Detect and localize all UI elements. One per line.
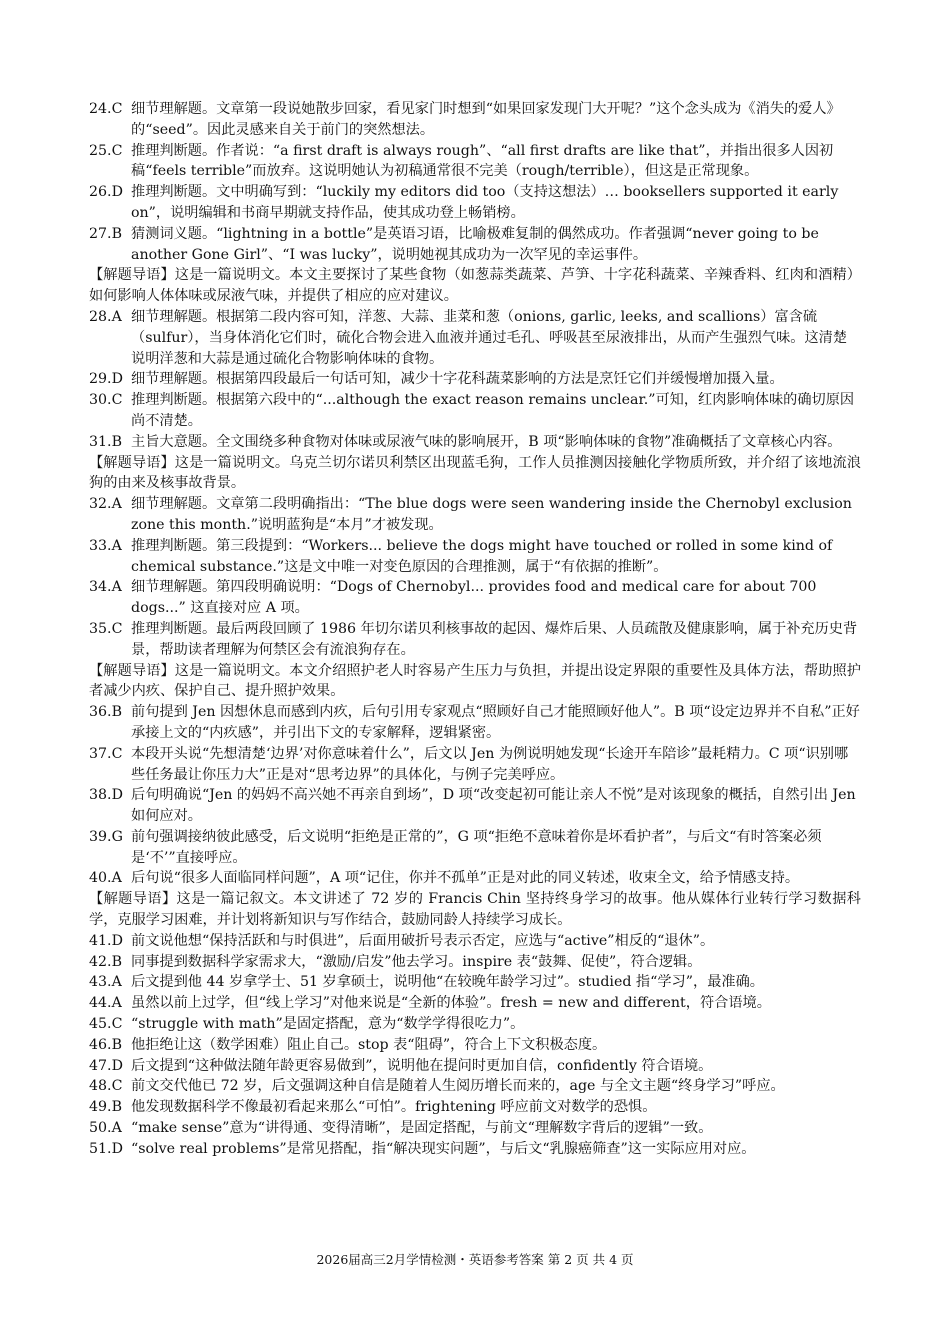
answer-number: 24.C: [89, 101, 123, 117]
answer-number: 26.D: [89, 184, 123, 201]
answer-number: 46.B: [89, 1036, 122, 1053]
answer-number: 44.A: [89, 995, 122, 1012]
answer-number: 27.B: [89, 225, 122, 242]
answer-number: 35.C: [89, 620, 123, 637]
answer-item: [89, 952, 861, 973]
answer-explanation: 细节理解题。文章第二段明确指出：“The blue dogs were seen wandering inside the Chernobyl exclusion zone this month.”说明蓝狗是“本月”才被发现。: [131, 496, 852, 533]
answer-explanation: 细节理解题。文章第一段说她散步回家，看见家门时想到“如果回家发现门大开呢？”这个念头成为《消失的爱人》的“seed”。因此灵感来自关于前门的突然想法。: [131, 101, 841, 138]
answer-number: 40.A: [89, 870, 122, 887]
answer-item: [89, 182, 861, 224]
answer-item: [89, 1139, 861, 1160]
answer-number: 30.C: [89, 392, 123, 409]
answer-number: 41.D: [89, 932, 123, 949]
answer-explanation: 后文提到他 44 岁拿学士、51 岁拿硕士，说明他“在较晚年龄学习过”。studied 指“学习”，最准确。: [131, 974, 764, 991]
answer-item: [89, 307, 861, 369]
answer-item: [89, 785, 861, 827]
answer-explanation: 主旨大意题。全文围绕多种食物对体味或尿液气味的影响展开，B 项“影响体味的食物”准确概括了文章核心内容。: [131, 433, 842, 450]
answer-item: [89, 141, 861, 183]
answer-number: 34.A: [89, 579, 122, 596]
answer-item: [89, 99, 861, 141]
answer-number: 28.A: [89, 308, 122, 325]
answer-explanation: 推理判断题。根据第六段中的“...although the exact reason remains unclear.”可知，红肉影响体味的确切原因尚不清楚。: [131, 392, 855, 429]
answer-item: [89, 972, 861, 993]
answer-number: 38.D: [89, 787, 123, 804]
answer-item: [89, 827, 861, 869]
answer-explanation: 同事提到数据科学家需求大，“激励/启发”他去学习。inspire 表“鼓舞、促使”，符合逻辑。: [131, 953, 702, 970]
answer-number: 29.D: [89, 371, 123, 388]
answer-explanation: 推理判断题。最后两段回顾了 1986 年切尔诺贝利核事故的起因、爆炸后果、人员疏散及健康影响，属于补充历史背景，帮助读者理解为何禁区会有流浪狗存在。: [131, 620, 858, 658]
answer-explanation: 前文交代他已 72 岁，后文强调这种自信是随着人生阅历增长而来的，age 与全文主题“终身学习”呼应。: [131, 1078, 785, 1095]
answer-item: [89, 1097, 861, 1118]
answer-explanation: 本段开头说“先想清楚‘边界’对你意味着什么”，后文以 Jen 为例说明她发现“长途开车陪诊”最耗精力。C 项“识别哪些任务最让你压力大”正是对“思考边界”的具体化，与例子完美呼应。: [131, 745, 849, 783]
answer-explanation: 前句提到 Jen 因想休息而感到内疚，后句引用专家观点“照顾好自己才能照顾好他人”。B 项“设定边界并不自私”正好承接上文的“内疚感”，并引出下文的专家解释，逻辑紧密。: [131, 704, 860, 741]
answer-number: 36.B: [89, 704, 122, 721]
answer-item: [89, 577, 861, 619]
answer-number: 39.G: [89, 828, 123, 845]
answer-item: [89, 931, 861, 952]
answer-explanation: 他拒绝让这（数学困难）阻止自己。stop 表“阻碍”，符合上下文积极态度。: [131, 1036, 607, 1053]
answer-item: [89, 993, 861, 1014]
answer-number: 48.C: [89, 1078, 123, 1095]
answer-explanation: 猜测词义题。“lightning in a bottle”是英语习语，比喻极难复制的偶然成功。作者强调“never going to be another Gone Girl”、“I was lucky”，说明她视其成功为一次罕见的幸运事件。: [131, 225, 819, 263]
answer-item: [89, 369, 861, 390]
answer-item: [89, 1014, 861, 1035]
answer-explanation: “struggle with math”是固定搭配，意为“数学学得很吃力”。: [131, 1016, 525, 1033]
answer-item: [89, 1035, 861, 1056]
answer-explanation: 后句明确说“Jen 的妈妈不高兴她不再亲自到场”，D 项“改变起初可能让亲人不悦”是对该现象的概括，自然引出 Jen 如何应对。: [131, 787, 856, 825]
answer-key-body: [89, 99, 861, 1160]
answer-explanation: 推理判断题。文中明确写到：“luckily my editors did too（支持这想法）… booksellers supported it early on”，说明编辑和书商早期就支持作品，使其成功登上畅销榜。: [131, 184, 839, 221]
answer-explanation: “make sense”意为“讲得通、变得清晰”，是固定搭配，与前文“理解数字背后的逻辑”一致。: [131, 1120, 713, 1137]
passage-guide: 【解题导语】这是一篇说明文。本文主要探讨了某些食物（如葱蒜类蔬菜、芦笋、十字花科蔬菜、辛辣香料、红肉和酒精）如何影响人体体味或尿液气味，并提供了相应的应对建议。: [89, 267, 861, 305]
answer-number: 43.A: [89, 974, 122, 991]
answer-item: [89, 224, 861, 266]
answer-number: 50.A: [89, 1120, 122, 1137]
answer-explanation: 后文提到“这种做法随年龄更容易做到”，说明他在提问时更加自信，confidently 符合语境。: [131, 1057, 713, 1074]
answer-item: [89, 1056, 861, 1077]
answer-item: [89, 868, 861, 889]
answer-number: 33.A: [89, 537, 122, 554]
answer-number: 45.C: [89, 1016, 123, 1033]
answer-explanation: 前句强调接纳彼此感受，后文说明“拒绝是正常的”，G 项“拒绝不意味着你是坏看护者”，与后文“有时答案必须是‘不’”直接呼应。: [131, 828, 822, 866]
answer-item: [89, 1118, 861, 1139]
passage-guide: 【解题导语】这是一篇记叙文。本文讲述了 72 岁的 Francis Chin 坚持终身学习的故事。他从媒体行业转行学习数据科学，克服学习困难，并计划将新知识与写作结合，鼓励同龄人持续学习成长。: [89, 891, 861, 929]
answer-explanation: 细节理解题。根据第四段最后一句话可知，减少十字花科蔬菜影响的方法是烹饪它们并缓慢增加摄入量。: [131, 371, 784, 388]
answer-explanation: 后句说“很多人面临同样问题”，A 项“记住，你并不孤单”正是对此的同义转述，收束全文，给予情感支持。: [131, 870, 800, 887]
answer-number: 47.D: [89, 1057, 123, 1074]
answer-item: [89, 702, 861, 744]
answer-item: [89, 494, 861, 536]
answer-number: 37.C: [89, 745, 123, 762]
answer-number: 25.C: [89, 142, 123, 159]
answer-number: 32.A: [89, 496, 122, 513]
answer-explanation: “solve real problems”是常见搭配，指“解决现实问题”，与后文“乳腺癌筛查”这一实际应用对应。: [131, 1140, 756, 1157]
answer-item: [89, 744, 861, 786]
answer-explanation: 虽然以前上过学，但“线上学习”对他来说是“全新的体验”。fresh = new and different，符合语境。: [131, 995, 771, 1012]
answer-number: 49.B: [89, 1099, 122, 1116]
answer-explanation: 推理判断题。作者说：“a first draft is always rough”、“all first drafts are like that”，并指出很多人因初稿“feels terrible”而放弃。这说明她认为初稿通常很不完美（rough/terrible），但这是正常现象。: [131, 142, 834, 180]
answer-item: [89, 432, 861, 453]
answer-number: 51.D: [89, 1140, 123, 1157]
answer-number: 42.B: [89, 953, 122, 970]
answer-explanation: 细节理解题。第四段明确说明：“Dogs of Chernobyl... provides food and medical care for about 700 dogs...” 这直接对应 A 项。: [131, 579, 817, 617]
answer-item: [89, 619, 861, 661]
answer-number: 31.B: [89, 433, 122, 450]
answer-item: [89, 1076, 861, 1097]
answer-explanation: 前文说他想“保持活跃和与时俱进”，后面用破折号表示否定，应选与“active”相反的“退休”。: [131, 932, 715, 949]
passage-guide: 【解题导语】这是一篇说明文。乌克兰切尔诺贝利禁区出现蓝毛狗，工作人员推测因接触化学物质所致，并介绍了该地流浪狗的由来及核事故背景。: [89, 454, 861, 492]
answer-explanation: 推理判断题。第三段提到：“Workers... believe the dogs might have touched or rolled in some kind of chemical substance.”这是文中唯一对变色原因的合理推测，属于“有依据的推断”。: [131, 537, 833, 575]
answer-explanation: 他发现数据科学不像最初看起来那么“可怕”。frightening 呼应前文对数学的恐惧。: [131, 1099, 657, 1116]
answer-item: [89, 536, 861, 578]
passage-guide: 【解题导语】这是一篇说明文。本文介绍照护老人时容易产生压力与负担，并提出设定界限的重要性及具体方法，帮助照护者减少内疚、保护自己、提升照护效果。: [89, 662, 861, 700]
page-footer: 2026届高三2月学情检测・英语参考答案 第 2 页 共 4 页: [316, 1252, 634, 1267]
answer-explanation: 细节理解题。根据第二段内容可知，洋葱、大蒜、韭菜和葱（onions, garlic, leeks, and scallions）富含硫（sulfur），当身体消化它们时，硫化合物会进入血液并通过毛孔、呼吸甚至尿液排出，从而产生强烈气味。这清楚说明洋葱和大蒜是通过硫化合物影响体味的食物。: [131, 308, 848, 367]
answer-item: [89, 390, 861, 432]
